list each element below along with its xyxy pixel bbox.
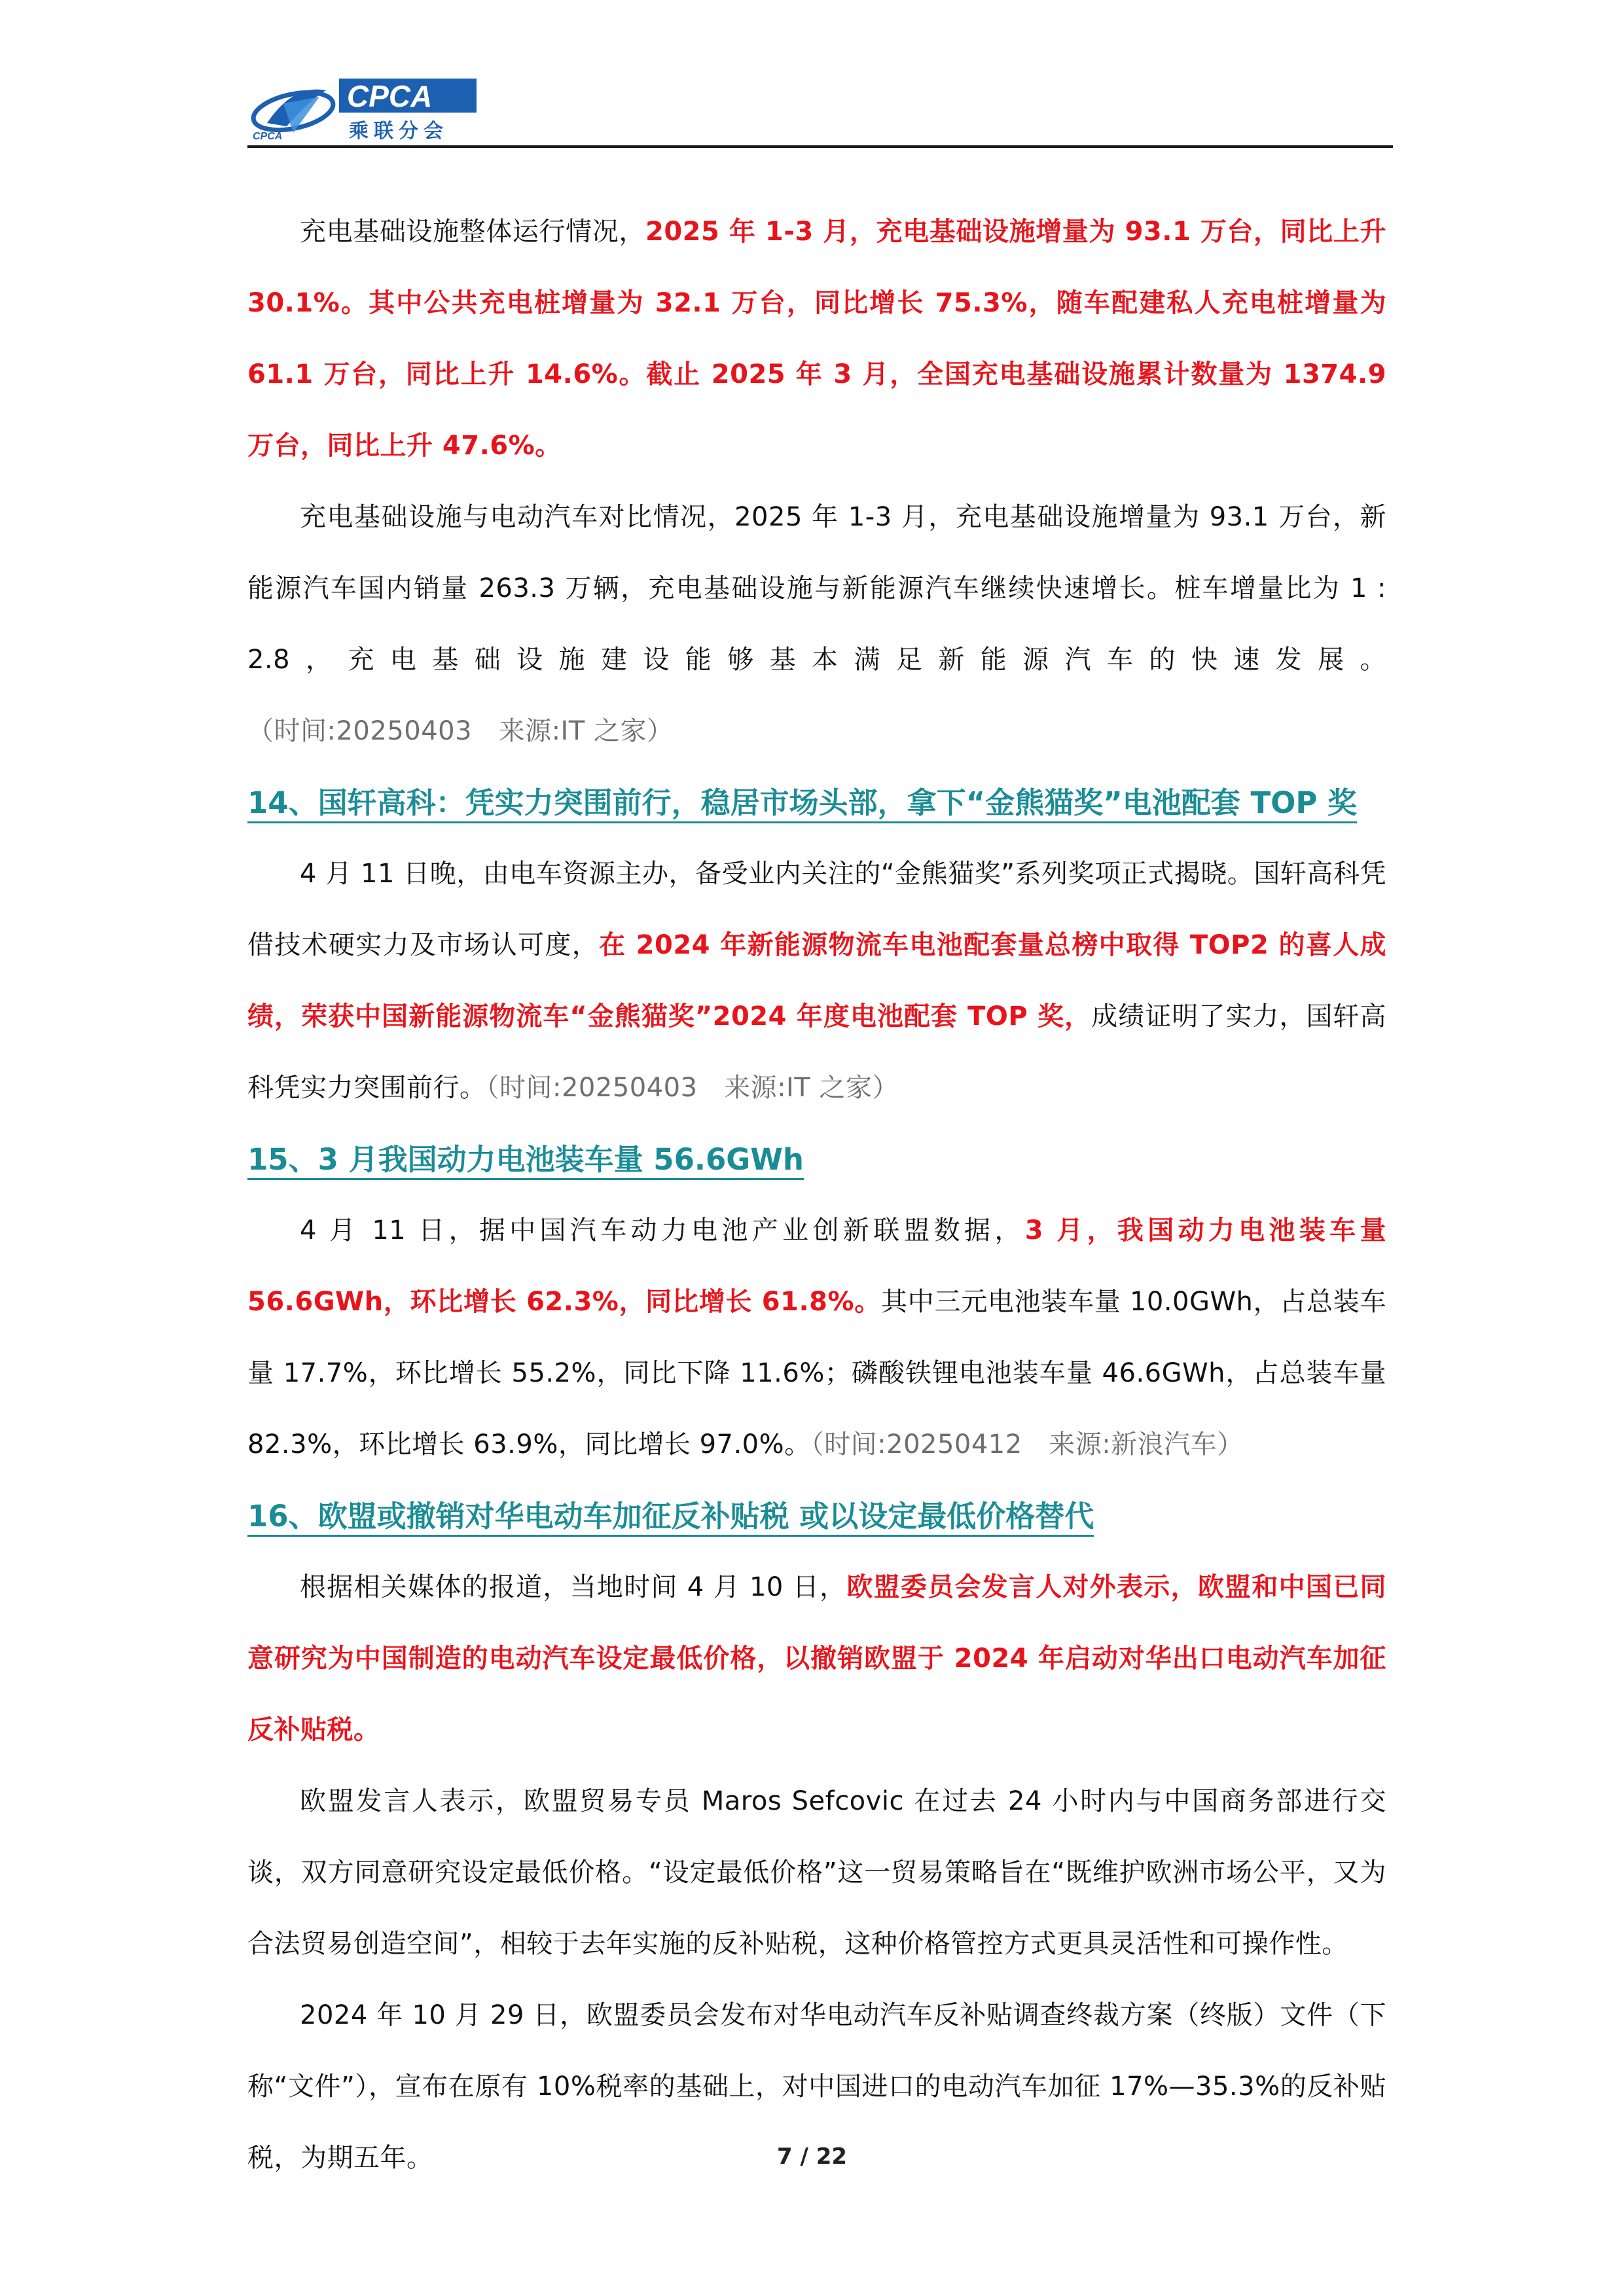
highlight-text: 在 2024 年新能源物流车电池配套量总榜中取得 TOP2 的喜人成绩，荣获中国新能源物流车“金熊猫奖”2024 年度电池配套 TOP 奖，: [247, 930, 1387, 1031]
highlight-text: 3 月，我国动力电池装车量 56.6GWh，环比增长 62.3%，同比增长 61.8%。: [247, 1215, 1386, 1317]
section-heading-16: [247, 1480, 1386, 1552]
heading-text: 16、欧盟或撤销对华电动车加征反补贴税 或以设定最低价格替代: [247, 1499, 1094, 1537]
source-note: （时间:20250412 来源:新浪汽车）: [810, 1429, 1244, 1460]
heading-text: 14、国轩高科：凭实力突围前行，稳居市场头部，拿下“金熊猫奖”电池配套 TOP 奖: [247, 785, 1357, 823]
paragraph-lead: 根据相关媒体的报道，当地时间 4 月 10 日，: [300, 1572, 847, 1602]
paragraph-lead: 4 月 11 日，据中国汽车动力电池产业创新联盟数据，: [300, 1215, 1025, 1246]
document-body: [247, 196, 1386, 2194]
svg-text:CPCA: CPCA: [347, 79, 433, 113]
paragraph-battery-installation: [247, 1195, 1386, 1480]
page-number: 7 / 22: [776, 2144, 848, 2170]
paragraph-lead: 充电基础设施整体运行情况，: [300, 217, 645, 247]
section-heading-14: [247, 767, 1386, 838]
header-rule: [247, 145, 1393, 148]
paragraph-lead: 4 月 11 日晚，由电车资源主办，备受业内关注的“金熊猫奖”系列奖项正式揭晓。国轩高科凭借技术硬实力及市场认可度，: [247, 859, 1386, 960]
heading-text: 15、3 月我国动力电池装车量 56.6GWh: [247, 1142, 804, 1180]
svg-text:CPCA: CPCA: [253, 131, 283, 142]
paragraph-text: 2024 年 10 月 29 日，欧盟委员会发布对华电动汽车反补贴调查终裁方案（终版）文件（下称“文件”），宣布在原有 10%税率的基础上，对中国进口的电动汽车加征 17%—35.3%的反补贴税，为期五年。: [247, 2000, 1386, 2173]
paragraph-charging-vs-ev: [247, 482, 1386, 767]
paragraph-eu-minimum-price: [247, 1552, 1386, 1766]
source-note: （时间:20250403 来源:IT 之家）: [486, 1073, 899, 1103]
section-heading-15: [247, 1124, 1386, 1195]
page-header: [247, 71, 1393, 149]
paragraph-text: 充电基础设施与电动汽车对比情况，2025 年 1-3 月，充电基础设施增量为 93.1 万台，新能源汽车国内销量 263.3 万辆，充电基础设施与新能源汽车继续快速增长。桩车增量比为 1 : 2.8，充电基础设施建设能够基本满足新能源汽车的快速发展。: [247, 502, 1386, 675]
paragraph-tail: 成绩证明了实力，国轩高科凭实力突围前行。: [247, 1001, 1387, 1103]
cpca-logo: [247, 71, 483, 143]
paragraph-tail: 其中三元电池装车量 10.0GWh，占总装车量 17.7%，环比增长 55.2%，同比下降 11.6%；磷酸铁锂电池装车量 46.6GWh，占总装车量 82.3%，环比增长 63.9%，同比增长 97.0%。: [247, 1287, 1386, 1460]
paragraph-charging-overview: [247, 196, 1386, 482]
paragraph-text: 欧盟发言人表示，欧盟贸易专员 Maros Sefcovic 在过去 24 小时内与中国商务部进行交谈，双方同意研究设定最低价格。“设定最低价格”这一贸易策略旨在“既维护欧洲市场公平，又为合法贸易创造空间”，相较于去年实施的反补贴税，这种价格管控方式更具灵活性和可操作性。: [247, 1786, 1386, 1959]
source-note: （时间:20250403 来源:IT 之家）: [247, 716, 674, 746]
paragraph-eu-spokesperson: [247, 1766, 1386, 1980]
highlight-text: 欧盟委员会发言人对外表示，欧盟和中国已同意研究为中国制造的电动汽车设定最低价格，以撤销欧盟于 2024 年启动对华出口电动汽车加征反补贴税。: [247, 1572, 1386, 1745]
svg-text:乘联分会: 乘联分会: [349, 120, 448, 143]
highlight-text: 2025 年 1-3 月，充电基础设施增量为 93.1 万台，同比上升 30.1%。其中公共充电桩增量为 32.1 万台，同比增长 75.3%，随车配建私人充电桩增量为 61.1 万台，同比上升 14.6%。截止 2025 年 3 月，全国充电基础设施累计数量为 1374.9 万台，同比上升 47.6%。: [247, 217, 1387, 461]
paragraph-gotion: [247, 838, 1386, 1124]
